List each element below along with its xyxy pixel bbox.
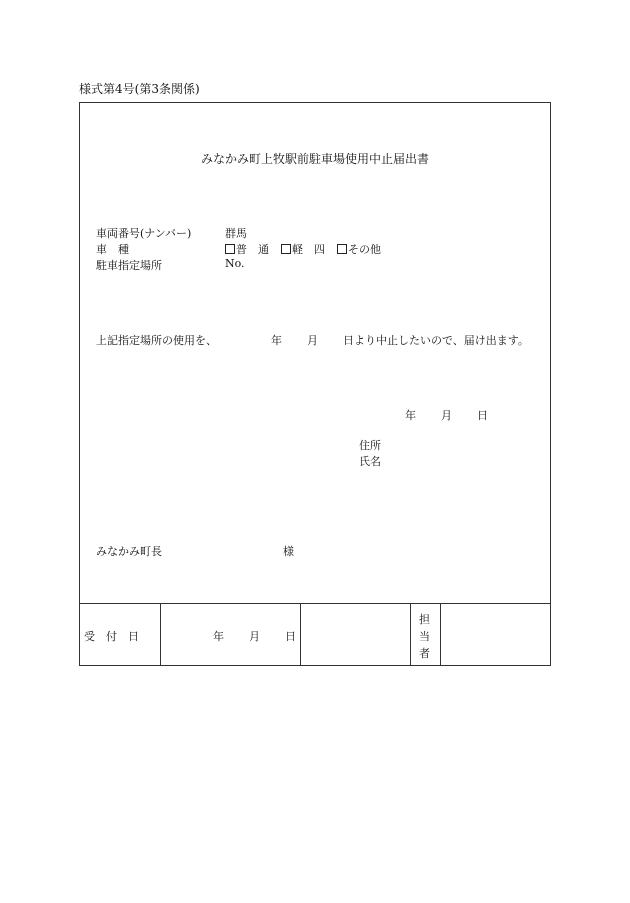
vehicle-type-label: 車 種 [96,243,129,256]
staff-label-2: 当 [419,630,430,643]
vehicle-type-option-other[interactable]: その他 [337,241,381,257]
date-day: 日 [477,409,488,422]
staff-stamp-cell[interactable] [441,604,550,665]
parking-spot-label: 駐車指定場所 [96,259,162,272]
statement-year: 年 [271,334,282,347]
staff-label-3: 者 [419,647,430,660]
address-label: 住所 [359,439,381,452]
checkbox-icon[interactable] [225,244,235,254]
form-frame [79,102,551,666]
receipt-table-divider [300,603,301,666]
addressee-honorific: 様 [283,545,294,558]
receipt-year: 年 [213,630,224,643]
plate-number-label: 車両番号(ナンバー) [96,227,192,240]
vehicle-type-options [225,241,381,257]
staff-label-1: 担 [419,613,430,626]
statement-month: 月 [307,334,318,347]
plate-number-value: 群馬 [225,227,247,240]
receipt-date-label: 受 付 日 [84,630,139,643]
date-year: 年 [405,409,416,422]
checkbox-icon[interactable] [281,244,291,254]
checkbox-icon[interactable] [337,244,347,254]
form-number: 様式第4号(第3条関係) [79,82,200,96]
receipt-table-divider [410,603,411,666]
name-label: 氏名 [359,455,381,468]
receipt-table-divider [160,603,161,666]
date-month: 月 [441,409,452,422]
addressee-name: みなかみ町長 [96,545,162,558]
statement-prefix: 上記指定場所の使用を、 [96,334,217,347]
vehicle-type-option-kei[interactable]: 軽 四 [281,241,325,257]
parking-spot-value: No. [225,257,245,270]
receipt-month: 月 [249,630,260,643]
receipt-day: 日 [285,630,296,643]
vehicle-type-option-regular[interactable]: 普 通 [225,241,269,257]
form-title: みなかみ町上牧駅前駐車場使用中止届出書 [200,152,429,166]
statement-suffix: 日より中止したいので、届け出ます。 [343,334,529,347]
